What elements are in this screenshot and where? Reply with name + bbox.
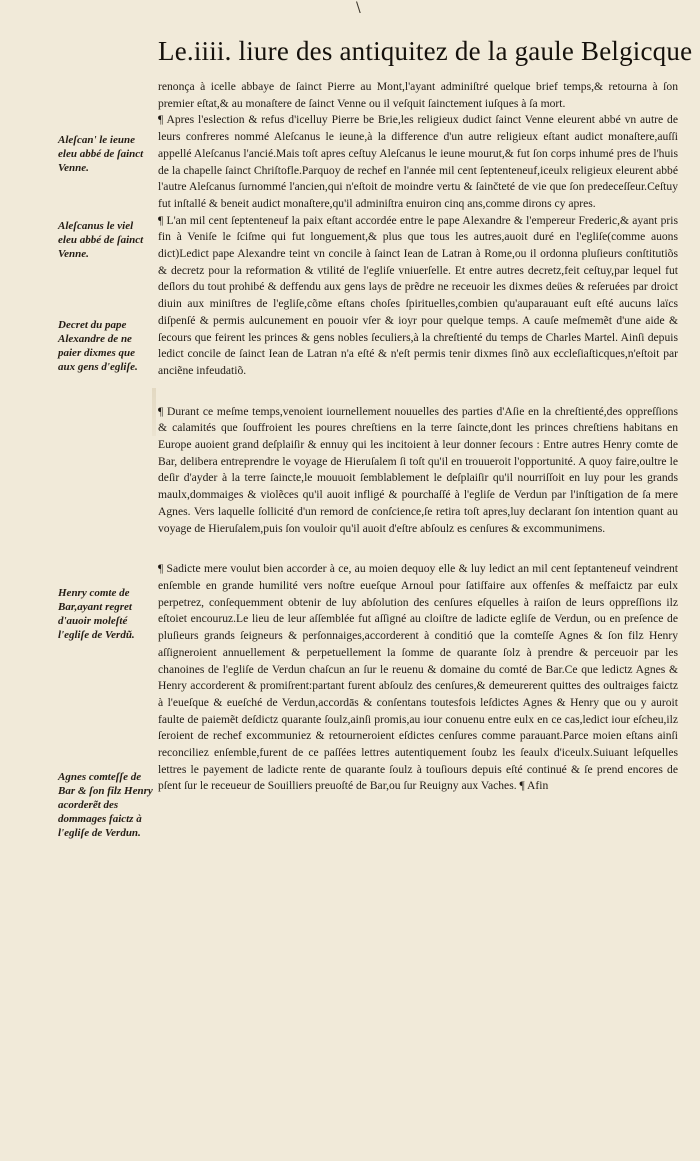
running-head: Le.iiii. liure des antiquitez de la gaule Belgicque [158,36,693,66]
margin-note-henry-bar: Henry comte de Bar,ayant regret d'auoir moleſté l'egliſe de Verdũ. [58,587,135,641]
margin-note-alescan-viel: Aleſcanus le viel eleu abbé de ſainct Venne. [58,220,144,260]
paragraph-3: ¶ L'an mil cent ſeptenteneuf la paix eſtant accordée entre le pape Alexandre & l'empereur Frederic,& ayant pris fin à Veniſe le ſciſme qui fut longuement,& plus que tous les autres,auoit duré en l'egliſe(comme auons dict)Ledict pape Alexandre teint vn concile à ſainct Iean de Latran à Rome,ou il ordonna pluſieurs conſtitutiõs & decretz pour la reformation & vtilité de l'egliſe vniuerſelle. Et entre autres decretz,feit ceſtuy,par lequel fut deſlors du tout prohibé & deffendu aux gens lays de prẽdre ne receuoir les dixmes deües & reſeruées par droict diuin aux miniſtres de l'egliſe,cõme eſtans choſes ſpirituelles,combien qu'auparauant euſt eſté aucuns laïcs diſpenſé & permis aulcunement en pouoir vſer & ioyr pour quelque temps. A cauſe meſmemẽt d'une aide & ſecours que feirent les princes & gens nobles ſeculiers,à la chreſtienté du temps de Charles Martel. Ainſi depuis ledict concile de ſainct Iean de Latran n'a eſté & n'eſt permis tenir dixmes ſinõ aux eccleſiaſticques,n'eſtoit par anciẽne infeudatiõ. [158,213,678,377]
corner-mark: \ [356,0,361,16]
paragraph-5: ¶ Sadicte mere voulut bien accorder à ce, au moien dequoy elle & luy ledict an mil cent ſeptanteneuf veindrent enſemble en grande humilité vers noſtre eueſque Arnoul pour ſatiſfaire aux offenſes & meſfaictz par eulx perpetrez, conſequemment obtenir de luy abſolution des cenſures eſquelles à raiſon de leurs oppreſſions ilz eſtoiet encouruz.Le lieu de leur aſſemblée fut aſſigné au cloiſtre de ladicte egliſe de Verdun, ou en preſence de pluſieurs grands ſeigneurs & perſonnaiges,accorderent à conditió que la comteſſe Agnes & ſon filz Henry aſſigneroient annuellement & perpetuellement la ſomme de quarante ſolz à prendre & perceuoir par les chanoines de l'egliſe de Verdun chaſcun an ſur le reuenu & domaine du comté de Bar.Ce que ledictz Agnes & Henry accorderent & promiſrent:partant furent abſoulz des cenſures,& demeurerent quittes des oultraiges faictz à l'eueſque & eueſché de Verdun,accordās & conſentans toutesfois leſdictes Agnes & Henry que ou y auroit faulte de paiemẽt deſdictz quarante ſoulz,ainſi promis,au iour conuenu entre eulx en ce cas,ledict iour eſcheu,ilz ſeroient de rechef excommuniez & retourneroient eſdictes cenſures comme parauant.Parce moien eſtans ainſi reconciliez enſemble,furent de ce paſſées lettres autentiquement ſoubz les ſeaulx d'iceulx.Suiuant leſquelles lettres le payement de ladicte rente de quarante ſoulz à touſiours depuis eſté continué & ſe prend encores de pſent ſur le receueur de Souilliers preuoſté de Bar,ou ſur Reuigny aux Vaches. ¶ Afin [158,562,678,793]
main-text-column [158,79,678,795]
margin-note-agnes-comtesse: Agnes comteſſe de Bar & ſon filz Henry acorderẽt des dommages faictz à l'egliſe de Verdun. [58,771,153,839]
paragraph-4: ¶ Durant ce meſme temps,venoient iournellement nouuelles des parties d'Aſie en la chreſtienté,des oppreſſions & calamités que ſouffroient les poures chreſtiens en la terre ſaincte,dont les princes chreſtiens habitans en Europe auoient grand deſplaiſir & ennuy qui les incitoient à leur donner ſecours : Entre autres Henry comte de Bar, delibera entreprendre le voyage de Hieruſalem ſi toſt qu'il en trouueroit l'opportunité. A quoy faire,oultre le deſir d'ayder à la terre ſaincte,le mouuoit ſemblablement le deſplaiſir qu'il nourriſſoit en luy pour les grands maulx,dommaiges & violẽces qu'il auoit infligé & pourchaſſé à l'egliſe de Verdun par l'inſtigation de ſa mere Agnes. Vers laquelle ſollicité d'un remord de conſcience,ſe retira toſt apres,luy declarant ſon intention quant au voyage de Hieruſalem,puis ſon vouloir qu'il auoit d'eſtre abſoulz es cenſures & excommunimens. [158,404,678,535]
margin-note-alescan-ieune: Aleſcan' le ieune eleu abbé de ſainct Venne. [58,134,144,174]
paragraph-1: renonça à icelle abbaye de ſainct Pierre au Mont,l'ayant adminiſtré quelque brief temps,& retourna à ſon premier eſtat,& au monaſtere de ſainct Venne ou il veſquit ſainctement iuſques à ſa mort. [158,80,678,110]
paper-bleed-mark [152,388,156,436]
margin-note-decret-dixmes: Decret du pape Alexandre de ne paier dixmes que aux gens d'egliſe. [58,319,138,373]
paragraph-2: ¶ Apres l'eslection & refus d'icelluy Pierre be Brie,les religieux dudict ſainct Venne eleurent abbé vn autre de leurs confreres nommé Aleſcanus le ieune,à la difference d'un autre religieux eſtant audict monaſtere,auſſi appellé Aleſcanus l'ancié.Mais toſt apres ceſtuy Aleſcanus le ieune mourut,& fut ſon corps inhumé pres de l'huis de la chapelle ſainct Chriſtofle.Parquoy de rechef en l'année mil cent ſeptenteneuf,iceulx religieux eleurent abbé l'autre Aleſcanus ſurnommé l'ancien,qui n'eſtoit de moindre vertu & ſainčteté de vie que ſon predeceſſeur.Ceſtuy fut inſtallé & beneit audict monaſtere,qu'il adminiſtra enuiron cinq ans,comme dirons cy apres. [158,113,678,210]
